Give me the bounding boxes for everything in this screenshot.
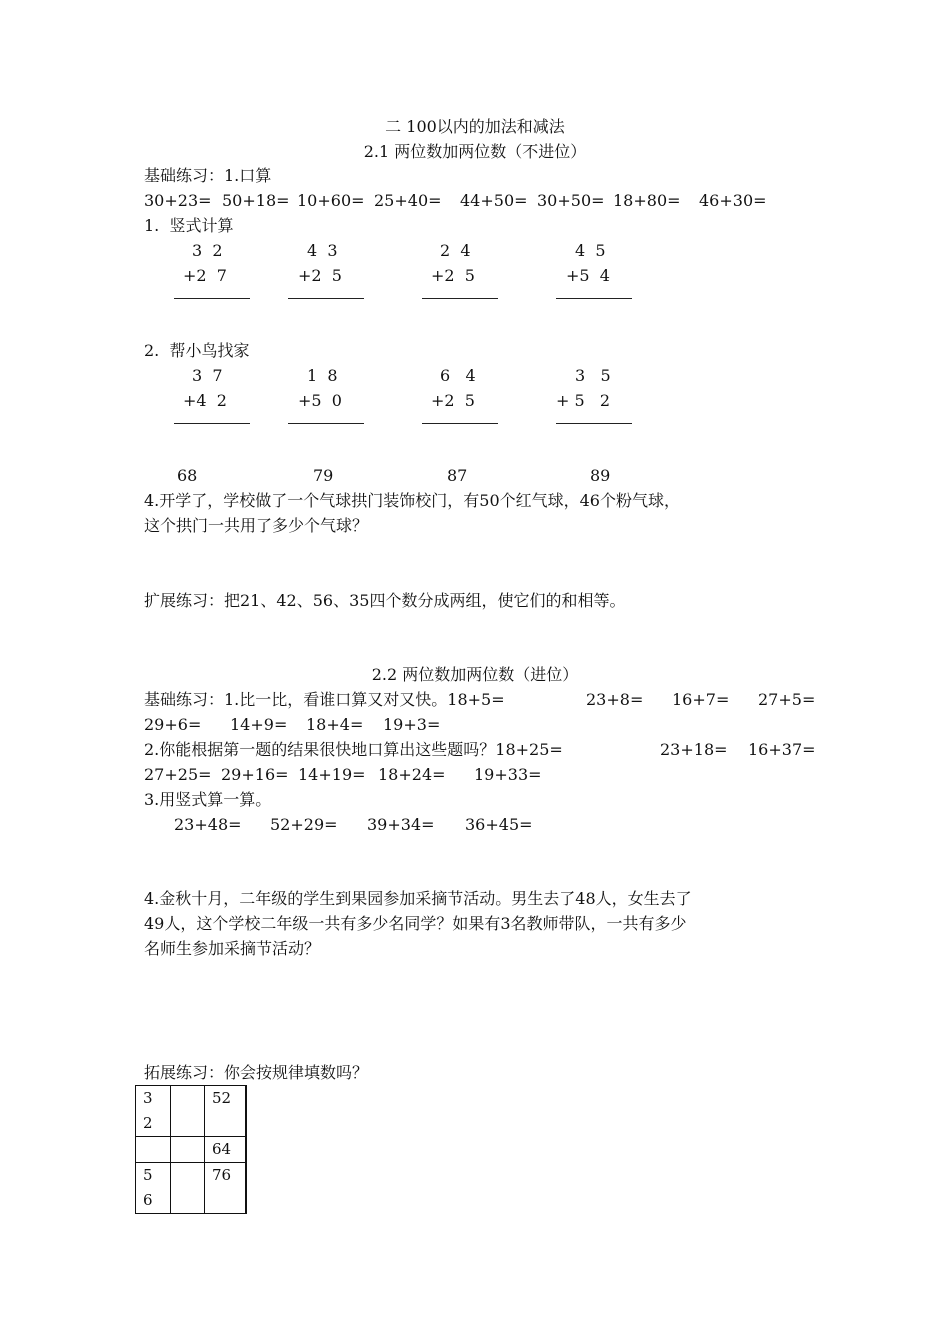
table-row xyxy=(136,1163,247,1214)
oral-problem: 18+4= xyxy=(306,715,364,734)
vertical-top: 3 5 xyxy=(575,366,611,385)
answer-line xyxy=(288,423,364,424)
oral-problem: 46+30= xyxy=(699,191,767,210)
vertical-bottom: +2 7 xyxy=(183,266,227,285)
oral-problem: 16+7= xyxy=(672,690,730,709)
oral-problem: 19+33= xyxy=(474,765,542,784)
vertical-bottom: +2 5 xyxy=(431,266,475,285)
oral-problem: 19+3= xyxy=(383,715,441,734)
vertical-problem: 52+29= xyxy=(270,815,338,834)
oral-problem: 30+23= xyxy=(144,191,212,210)
vertical-problem: 39+34= xyxy=(367,815,435,834)
table-cell: 52 xyxy=(205,1086,247,1137)
bird-home-heading: 2. 帮小鸟找家 xyxy=(144,341,250,360)
section-2-1-title: 2.1 两位数加两位数（不进位） xyxy=(363,142,587,161)
vertical-problem: 23+48= xyxy=(174,815,242,834)
table-cell: 5 6 xyxy=(136,1163,171,1214)
oral-problem: 18+24= xyxy=(378,765,446,784)
balloon-question-line-2: 这个拱门一共用了多少个气球？ xyxy=(144,516,369,535)
vertical-top: 3 7 xyxy=(192,366,223,385)
answer-line xyxy=(422,423,498,424)
vertical-top: 4 3 xyxy=(307,241,338,260)
vertical-bottom: +2 5 xyxy=(431,391,475,410)
answer-line xyxy=(174,423,250,424)
home-number: 79 xyxy=(313,466,334,485)
oral-problem: 44+50= xyxy=(460,191,528,210)
chapter-title: 二 100以内的加法和减法 xyxy=(385,117,565,136)
vertical-question-label: 3.用竖式算一算。 xyxy=(144,790,272,809)
home-number: 89 xyxy=(590,466,611,485)
vertical-bottom: +5 4 xyxy=(566,266,610,285)
balloon-question-line-1: 4.开学了，学校做了一个气球拱门装饰校门，有50个红气球，46个粉气球， xyxy=(144,491,680,510)
table-cell-blank[interactable] xyxy=(171,1137,205,1163)
harvest-question-line-1: 4.金秋十月，二年级的学生到果园参加采摘节活动。男生去了48人，女生去了 xyxy=(144,889,692,908)
vertical-top: 4 5 xyxy=(575,241,606,260)
answer-line xyxy=(556,298,632,299)
oral-problem: 29+6= xyxy=(144,715,202,734)
vertical-bottom: +2 5 xyxy=(298,266,342,285)
oral-problem: 25+40= xyxy=(374,191,442,210)
oral-problem: 29+16= xyxy=(221,765,289,784)
vertical-bottom: +4 2 xyxy=(183,391,227,410)
harvest-question-line-2: 49人，这个学校二年级一共有多少名同学？如果有3名教师带队，一共有多少 xyxy=(144,914,687,933)
quick-calc-question-label: 2.你能根据第一题的结果很快地口算出这些题吗？18+25= xyxy=(144,740,563,759)
vertical-problem: 36+45= xyxy=(465,815,533,834)
answer-line xyxy=(174,298,250,299)
table-cell-blank[interactable] xyxy=(171,1163,205,1214)
home-number: 68 xyxy=(177,466,198,485)
table-row xyxy=(136,1086,247,1137)
vertical-top: 2 4 xyxy=(440,241,471,260)
extension-practice-1: 扩展练习：把21、42、56、35四个数分成两组，使它们的和相等。 xyxy=(144,591,626,610)
oral-problem: 16+37= xyxy=(748,740,816,759)
vertical-top: 6 4 xyxy=(440,366,476,385)
table-row xyxy=(136,1137,247,1163)
answer-line xyxy=(288,298,364,299)
oral-problem: 18+80= xyxy=(613,191,681,210)
basic-practice-label: 基础练习：1.口算 xyxy=(144,166,272,185)
oral-problem: 14+19= xyxy=(298,765,366,784)
section-2-2-title: 2.2 两位数加两位数（进位） xyxy=(371,665,579,684)
pattern-fill-table xyxy=(135,1085,247,1214)
vertical-bottom: + 5 2 xyxy=(556,391,611,410)
answer-line xyxy=(422,298,498,299)
vertical-calc-heading: 1. 竖式计算 xyxy=(144,216,234,235)
answer-line xyxy=(556,423,632,424)
oral-problem: 30+50= xyxy=(537,191,605,210)
home-number: 87 xyxy=(447,466,468,485)
oral-problem: 14+9= xyxy=(230,715,288,734)
table-cell: 64 xyxy=(205,1137,247,1163)
table-cell-blank[interactable] xyxy=(136,1137,171,1163)
vertical-bottom: +5 0 xyxy=(298,391,342,410)
vertical-top: 3 2 xyxy=(192,241,223,260)
oral-problem: 23+8= xyxy=(586,690,644,709)
compare-question-label: 基础练习：1.比一比，看谁口算又对又快。18+5= xyxy=(144,690,505,709)
vertical-top: 1 8 xyxy=(307,366,338,385)
oral-problem: 27+25= xyxy=(144,765,212,784)
oral-problem: 50+18= xyxy=(222,191,290,210)
oral-problem: 27+5= xyxy=(758,690,816,709)
table-cell: 3 2 xyxy=(136,1086,171,1137)
extension-practice-2: 拓展练习：你会按规律填数吗？ xyxy=(144,1063,369,1082)
table-cell: 76 xyxy=(205,1163,247,1214)
harvest-question-line-3: 名师生参加采摘节活动？ xyxy=(144,939,321,958)
table-cell-blank[interactable] xyxy=(171,1086,205,1137)
oral-problem: 23+18= xyxy=(660,740,728,759)
oral-problem: 10+60= xyxy=(297,191,365,210)
